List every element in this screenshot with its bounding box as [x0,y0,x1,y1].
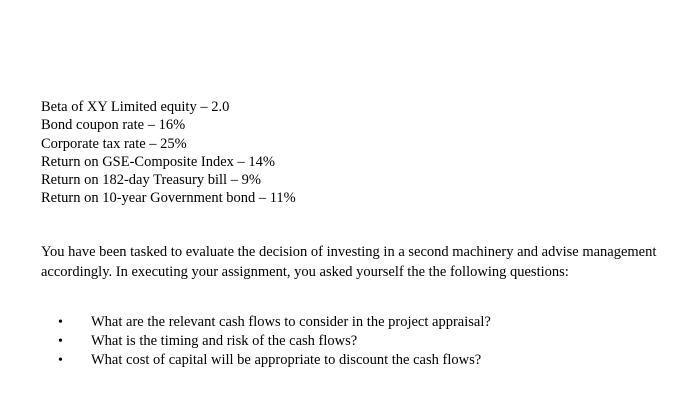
question-item [58,332,491,351]
given-data-item: Bond coupon rate – 16% [41,117,186,134]
question-item [58,351,491,370]
given-data-item: Corporate tax rate – 25% [41,135,187,152]
given-data-list [41,98,296,208]
task-paragraph: You have been tasked to evaluate the decision of investing in a second machinery and advise management accordingly. In executing your assignment, you asked yourself the the following questions: [41,244,657,280]
given-data-item: Return on 10-year Government bond – 11% [41,190,296,207]
bullet-icon: • [58,315,63,330]
question-text: What cost of capital will be appropriate to discount the cash flows? [91,352,482,368]
question-item [58,313,491,332]
question-text: What is the timing and risk of the cash flows? [91,333,358,349]
question-text: What are the relevant cash flows to consider in the project appraisal? [91,314,491,330]
given-data-item: Beta of XY Limited equity – 2.0 [41,99,230,115]
questions-list [58,313,491,370]
bullet-icon: • [58,353,63,368]
given-data-item: Return on 182-day Treasury bill – 9% [41,172,261,189]
given-data-item: Return on GSE-Composite Index – 14% [41,153,275,170]
bullet-icon: • [58,334,63,349]
